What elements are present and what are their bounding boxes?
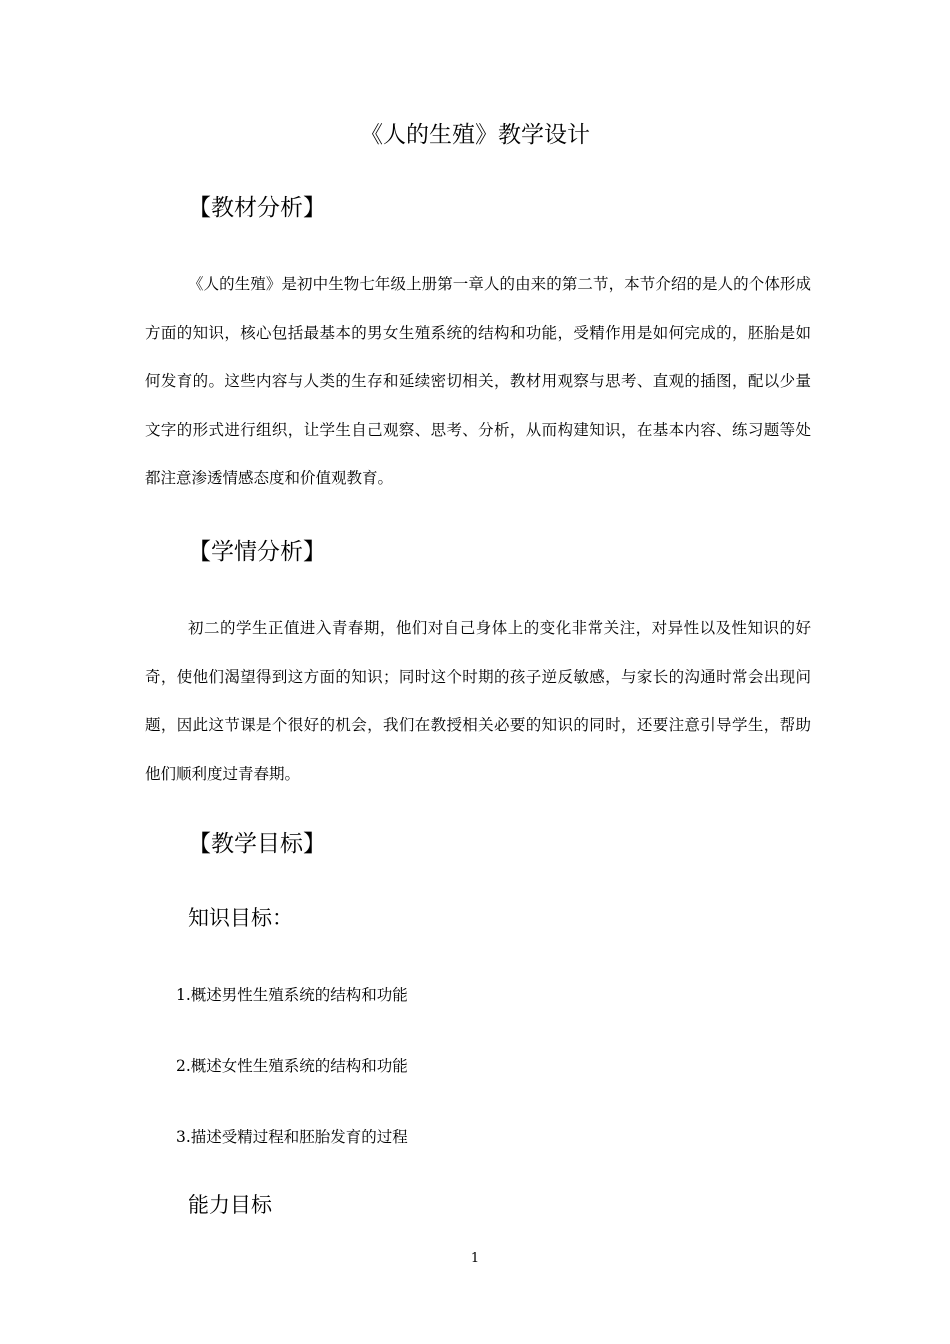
student-analysis-paragraph: 初二的学生正值进入青春期，他们对自己身体上的变化非常关注，对异性以及性知识的好奇，使他们渴望得到这方面的知识；同时这个时期的孩子逆反敏感，与家长的沟通时常会出现问题，因此这节课是个很好的机会，我们在教授相关必要的知识的同时，还要注意引导学生，帮助他们顺利度过青春期。 <box>145 619 811 783</box>
ability-goals-label: 能力目标 <box>188 1193 272 1217</box>
knowledge-goal-item: 3.描述受精过程和胚胎发育的过程 <box>176 1128 408 1146</box>
knowledge-goal-item: 1.概述男性生殖系统的结构和功能 <box>176 986 408 1004</box>
section-heading-students: 【学情分析】 <box>188 539 326 565</box>
knowledge-goal-item: 2.概述女性生殖系统的结构和功能 <box>176 1057 408 1075</box>
page-number: 1 <box>470 1251 480 1266</box>
section-heading-material: 【教材分析】 <box>188 195 326 221</box>
section-heading-goals: 【教学目标】 <box>188 831 326 857</box>
knowledge-goals-label: 知识目标： <box>188 906 293 930</box>
material-analysis-paragraph: 《人的生殖》是初中生物七年级上册第一章人的由来的第二节，本节介绍的是人的个体形成方面的知识，核心包括最基本的男女生殖系统的结构和功能，受精作用是如何完成的，胚胎是如何发育的。这些内容与人类的生存和延续密切相关，教材用观察与思考、直观的插图，配以少量文字的形式进行组织，让学生自己观察、思考、分析，从而构建知识，在基本内容、练习题等处都注意渗透情感态度和价值观教育。 <box>145 275 811 487</box>
document-title: 《人的生殖》教学设计 <box>360 122 590 148</box>
